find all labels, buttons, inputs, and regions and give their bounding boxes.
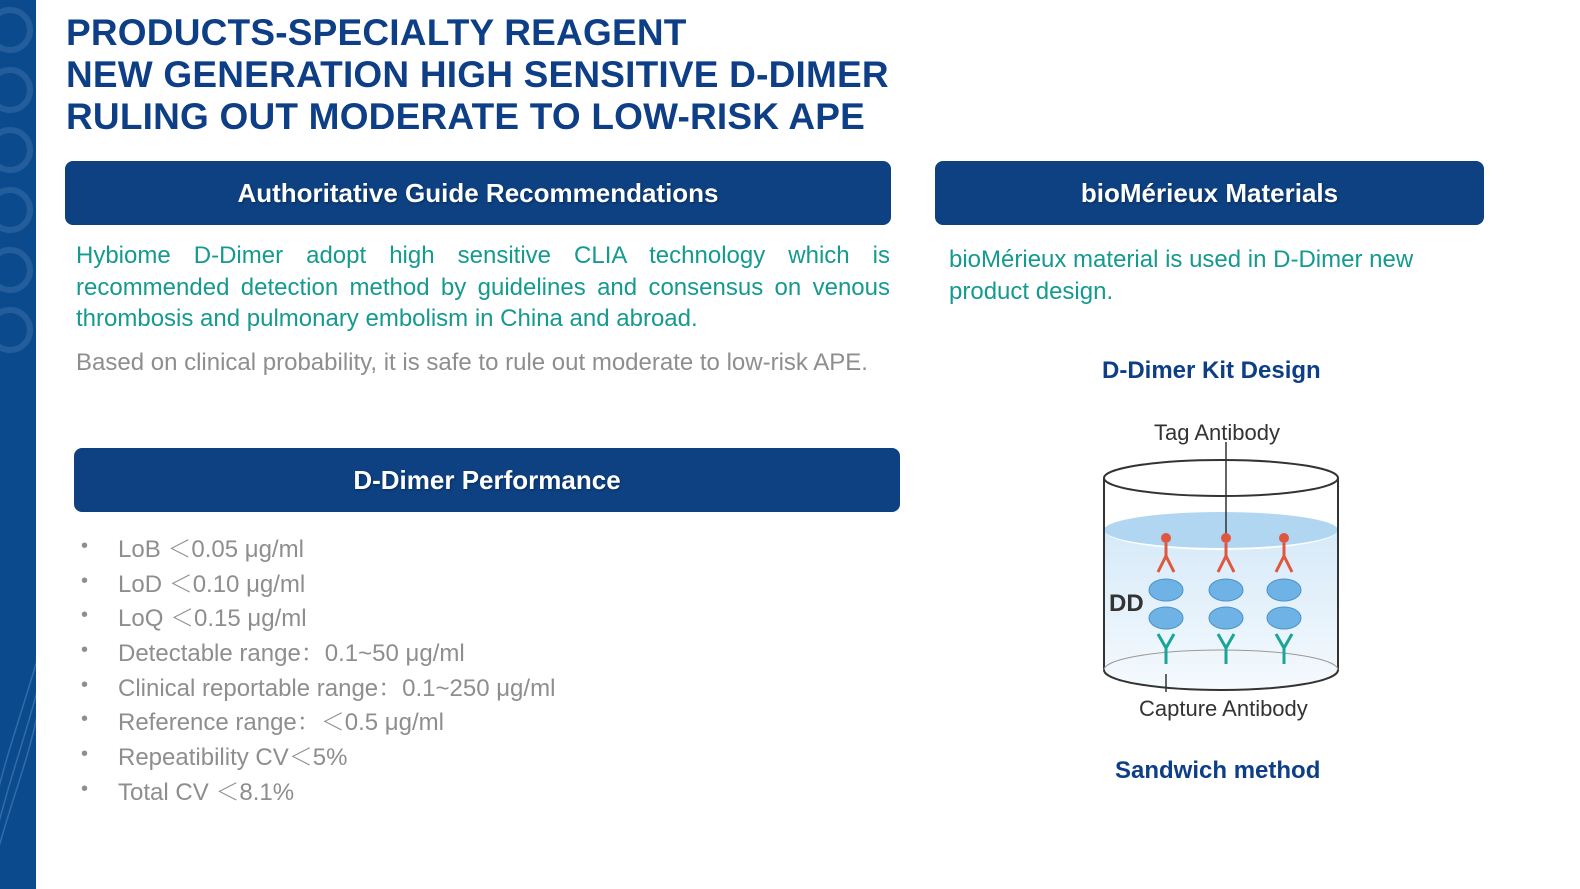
clinical-probability-text: Based on clinical probability, it is safe to rule out moderate to low-risk APE. — [76, 349, 868, 376]
sandwich-diagram-graphic — [1092, 412, 1352, 712]
title-line-3: RULING OUT MODERATE TO LOW-RISK APE — [66, 96, 865, 137]
bullet: • — [81, 742, 89, 765]
title-line-1: PRODUCTS-SPECIALTY REAGENT — [66, 12, 687, 53]
performance-list — [78, 529, 555, 807]
list-item — [78, 702, 555, 737]
performance-item-loq: LoQ ＜0.15 μg/ml — [118, 605, 307, 633]
bullet: • — [81, 569, 89, 592]
list-item — [78, 737, 555, 772]
sandwich-method-caption: Sandwich method — [1115, 757, 1321, 784]
list-item — [78, 668, 555, 703]
list-item — [78, 772, 555, 807]
performance-item-total-cv: Total CV ＜8.1% — [118, 778, 295, 806]
performance-banner-label: D-Dimer Performance — [353, 464, 621, 495]
title-line-2: NEW GENERATION HIGH SENSITIVE D-DIMER — [66, 54, 889, 95]
materials-description: bioMérieux material is used in D-Dimer new product design. — [949, 246, 1414, 305]
bullet: • — [81, 604, 89, 627]
performance-item-detectable-range: Detectable range：0.1~50 μg/ml — [118, 639, 465, 667]
list-item — [78, 529, 555, 564]
bullet: • — [81, 777, 89, 800]
tag-antibody-label: Tag Antibody — [1154, 420, 1280, 445]
bullet: • — [81, 638, 89, 661]
list-item — [78, 564, 555, 599]
page-title — [66, 12, 889, 138]
materials-banner-label: bioMérieux Materials — [1080, 177, 1339, 208]
sandwich-diagram — [1092, 412, 1352, 721]
materials-banner — [935, 161, 1484, 225]
performance-banner — [74, 448, 900, 512]
kit-design-title: D-Dimer Kit Design — [1102, 357, 1321, 384]
guide-description: Hybiome D-Dimer adopt high sensitive CLIA technology which is recommended detection method by guidelines and consensus on venous thrombosis and pulmonary embolism in China and abroad. — [76, 242, 890, 332]
guide-recommendations-banner — [65, 161, 891, 225]
performance-item-reference-range: Reference range：＜0.5 μg/ml — [118, 709, 444, 737]
bullet: • — [81, 534, 89, 557]
list-item — [78, 633, 555, 668]
guide-banner-label: Authoritative Guide Recommendations — [237, 177, 719, 208]
decorative-side-bar — [0, 0, 36, 889]
capture-antibody-label: Capture Antibody — [1139, 696, 1308, 721]
performance-item-lod: LoD ＜0.10 μg/ml — [118, 570, 306, 598]
dd-label: DD — [1109, 590, 1144, 617]
performance-item-repeatability: Repeatibility CV＜5% — [118, 743, 348, 771]
list-item — [78, 598, 555, 633]
bullet: • — [81, 673, 89, 696]
bullet: • — [81, 708, 89, 731]
performance-item-clinical-range: Clinical reportable range：0.1~250 μg/ml — [118, 674, 556, 702]
performance-item-lob: LoB ＜0.05 μg/ml — [118, 535, 304, 563]
